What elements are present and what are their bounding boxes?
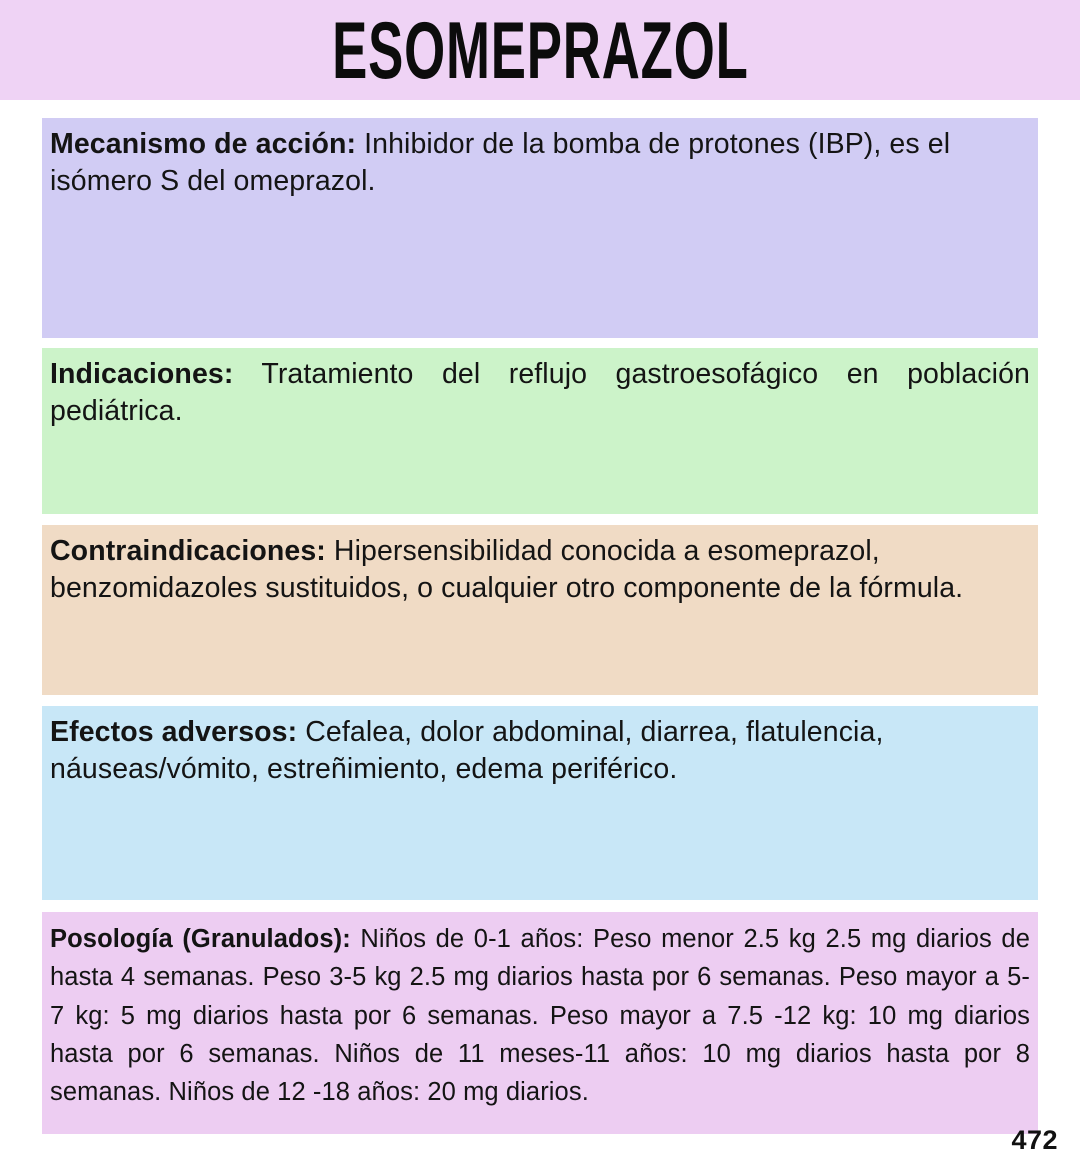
section-body-contraindicaciones: Hipersensibilidad conocida a esomeprazol, benzomidazoles sustituidos, o cualquier otro componente de la fórmula. xyxy=(50,535,964,605)
section-label-contraindicaciones: Contraindicaciones: xyxy=(50,535,326,567)
title-banner xyxy=(0,0,1080,100)
section-indicaciones xyxy=(42,348,1038,514)
section-efectos-adversos xyxy=(42,706,1038,900)
section-paragraph xyxy=(50,126,1030,200)
section-body-posologia: Niños de 0-1 años: Peso menor 2.5 kg 2.5 mg diarios de hasta 4 semanas. Peso 3-5 kg 2.5 mg diarios hasta por 6 semanas. Peso mayor a 5-7 kg: 5 mg diarios hasta por 6 semanas. Peso mayor a 7.5 -12 kg: 10 mg diarios hasta por 6 semanas. Niños de 11 meses-11 años: 10 mg diarios hasta por 8 semanas. Niños de 12 -18 años: 20 mg diarios. xyxy=(50,925,1030,1106)
section-paragraph xyxy=(50,920,1030,1111)
section-mecanismo-de-accion xyxy=(42,118,1038,338)
section-label-indicaciones: Indicaciones: xyxy=(50,358,234,390)
page-title: ESOMEPRAZOL xyxy=(331,4,749,96)
section-posologia xyxy=(42,912,1038,1134)
section-label-efectos-adversos: Efectos adversos: xyxy=(50,716,298,748)
section-paragraph xyxy=(50,714,1030,788)
section-paragraph xyxy=(50,356,1030,430)
section-contraindicaciones xyxy=(42,525,1038,695)
page-number: 472 xyxy=(1011,1125,1058,1155)
section-paragraph xyxy=(50,533,1030,607)
section-body-mecanismo: Inhibidor de la bomba de protones (IBP), es el isómero S del omeprazol. xyxy=(50,128,951,198)
section-body-indicaciones: Tratamiento del reflujo gastroesofágico en población pediátrica. xyxy=(50,358,1030,428)
section-label-posologia: Posología (Granulados): xyxy=(50,925,351,953)
section-body-efectos-adversos: Cefalea, dolor abdominal, diarrea, flatulencia, náuseas/vómito, estreñimiento, edema periférico. xyxy=(50,716,884,786)
section-label-mecanismo: Mecanismo de acción: xyxy=(50,128,357,160)
